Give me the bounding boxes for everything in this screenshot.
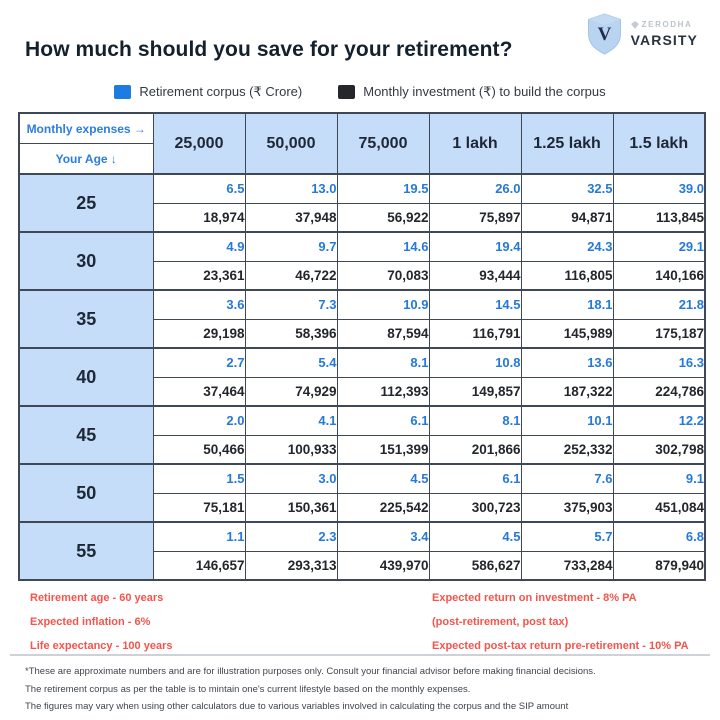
investment-value-cell: 58,396 — [245, 319, 337, 348]
corpus-value-cell: 10.1 — [521, 406, 613, 435]
corpus-value-cell: 3.0 — [245, 464, 337, 493]
investment-value-cell: 439,970 — [337, 551, 429, 580]
corpus-value-cell: 39.0 — [613, 174, 705, 203]
corpus-value-cell: 24.3 — [521, 232, 613, 261]
investment-legend-label: Monthly investment (₹) to build the corpus — [363, 84, 606, 99]
assumption-line: (post-retirement, post tax) — [432, 616, 569, 628]
footnote-line: The figures may vary when using other calculators due to various variables involved in calculating the corpus and the SIP amount — [25, 701, 569, 713]
age-row-corpus — [19, 406, 705, 435]
investment-value-cell: 46,722 — [245, 261, 337, 290]
investment-value-cell: 302,798 — [613, 435, 705, 464]
corpus-value-cell: 1.1 — [153, 522, 245, 551]
page-title: How much should you save for your retirement? — [25, 38, 513, 61]
footnote-line: The retirement corpus as per the table is to mintain one's current lifestyle based on the monthly expenses. — [25, 683, 471, 695]
footnotes — [25, 663, 695, 716]
corner-your-age-label: Your Age ↓ — [55, 151, 117, 166]
corpus-value-cell: 9.1 — [613, 464, 705, 493]
varsity-logo — [587, 13, 698, 55]
investment-value-cell: 451,084 — [613, 493, 705, 522]
corpus-value-cell: 14.5 — [429, 290, 521, 319]
investment-value-cell: 23,361 — [153, 261, 245, 290]
legend — [0, 84, 720, 100]
assumptions — [0, 592, 720, 652]
investment-value-cell: 56,922 — [337, 203, 429, 232]
investment-value-cell: 37,948 — [245, 203, 337, 232]
age-row-corpus — [19, 348, 705, 377]
svg-text:V: V — [597, 24, 612, 45]
column-header: 50,000 — [245, 113, 337, 174]
footer-divider — [10, 654, 710, 656]
investment-value-cell: 140,166 — [613, 261, 705, 290]
zerodha-kite-icon — [631, 21, 639, 29]
legend-item-corpus — [114, 84, 302, 100]
investment-value-cell: 37,464 — [153, 377, 245, 406]
corpus-value-cell: 19.4 — [429, 232, 521, 261]
investment-value-cell: 75,897 — [429, 203, 521, 232]
corpus-value-cell: 8.1 — [429, 406, 521, 435]
investment-value-cell: 100,933 — [245, 435, 337, 464]
age-row-corpus — [19, 464, 705, 493]
varsity-shield-icon — [587, 13, 622, 55]
corpus-value-cell: 10.9 — [337, 290, 429, 319]
investment-value-cell: 18,974 — [153, 203, 245, 232]
age-cell: 25 — [19, 174, 153, 232]
investment-swatch — [338, 85, 355, 99]
corpus-value-cell: 7.6 — [521, 464, 613, 493]
corner-monthly-expenses-label: Monthly expenses → — [20, 114, 153, 144]
corpus-value-cell: 18.1 — [521, 290, 613, 319]
zerodha-brand-label: ZERODHA — [641, 20, 693, 29]
investment-value-cell: 151,399 — [337, 435, 429, 464]
corpus-value-cell: 26.0 — [429, 174, 521, 203]
corpus-value-cell: 4.1 — [245, 406, 337, 435]
corpus-value-cell: 3.4 — [337, 522, 429, 551]
zerodha-brand — [631, 20, 698, 29]
corpus-value-cell: 12.2 — [613, 406, 705, 435]
corpus-value-cell: 4.5 — [337, 464, 429, 493]
investment-value-cell: 145,989 — [521, 319, 613, 348]
corpus-value-cell: 10.8 — [429, 348, 521, 377]
age-cell: 50 — [19, 464, 153, 522]
corner-cell — [19, 113, 153, 174]
table-header-row — [19, 113, 705, 174]
investment-value-cell: 201,866 — [429, 435, 521, 464]
corpus-value-cell: 16.3 — [613, 348, 705, 377]
column-header: 75,000 — [337, 113, 429, 174]
investment-value-cell: 146,657 — [153, 551, 245, 580]
investment-value-cell: 252,332 — [521, 435, 613, 464]
investment-value-cell: 225,542 — [337, 493, 429, 522]
legend-item-investment — [338, 84, 605, 100]
corpus-value-cell: 6.8 — [613, 522, 705, 551]
corpus-value-cell: 6.1 — [337, 406, 429, 435]
age-row-corpus — [19, 174, 705, 203]
investment-value-cell: 586,627 — [429, 551, 521, 580]
corpus-value-cell: 6.1 — [429, 464, 521, 493]
corpus-value-cell: 4.5 — [429, 522, 521, 551]
corpus-value-cell: 29.1 — [613, 232, 705, 261]
investment-value-cell: 70,083 — [337, 261, 429, 290]
investment-value-cell: 879,940 — [613, 551, 705, 580]
investment-value-cell: 375,903 — [521, 493, 613, 522]
assumption-line: Retirement age - 60 years — [30, 592, 164, 604]
age-cell: 35 — [19, 290, 153, 348]
assumption-line: Expected return on investment - 8% PA — [432, 592, 637, 604]
age-cell: 45 — [19, 406, 153, 464]
corpus-value-cell: 3.6 — [153, 290, 245, 319]
corpus-value-cell: 19.5 — [337, 174, 429, 203]
column-header: 1 lakh — [429, 113, 521, 174]
investment-value-cell: 116,791 — [429, 319, 521, 348]
age-row-corpus — [19, 232, 705, 261]
age-cell: 30 — [19, 232, 153, 290]
corpus-value-cell: 2.0 — [153, 406, 245, 435]
varsity-wordmark: VARSITY — [630, 32, 698, 48]
corpus-value-cell: 5.4 — [245, 348, 337, 377]
investment-value-cell: 150,361 — [245, 493, 337, 522]
assumption-line: Life expectancy - 100 years — [30, 640, 173, 652]
investment-value-cell: 94,871 — [521, 203, 613, 232]
corpus-value-cell: 2.7 — [153, 348, 245, 377]
investment-value-cell: 733,284 — [521, 551, 613, 580]
retirement-table — [18, 112, 706, 581]
footnote-line: *These are approximate numbers and are for illustration purposes only. Consult your financial advisor before making financial decisions. — [25, 666, 596, 677]
investment-value-cell: 224,786 — [613, 377, 705, 406]
investment-value-cell: 93,444 — [429, 261, 521, 290]
investment-value-cell: 116,805 — [521, 261, 613, 290]
investment-value-cell: 187,322 — [521, 377, 613, 406]
investment-value-cell: 300,723 — [429, 493, 521, 522]
column-header: 1.25 lakh — [521, 113, 613, 174]
corpus-value-cell: 8.1 — [337, 348, 429, 377]
age-row-corpus — [19, 522, 705, 551]
age-cell: 55 — [19, 522, 153, 580]
investment-value-cell: 149,857 — [429, 377, 521, 406]
corpus-value-cell: 5.7 — [521, 522, 613, 551]
logo-text — [631, 20, 698, 48]
corpus-value-cell: 1.5 — [153, 464, 245, 493]
corpus-value-cell: 13.0 — [245, 174, 337, 203]
investment-value-cell: 75,181 — [153, 493, 245, 522]
assumption-line: Expected inflation - 6% — [30, 616, 151, 628]
corpus-swatch — [114, 85, 131, 99]
corpus-value-cell: 4.9 — [153, 232, 245, 261]
investment-value-cell: 74,929 — [245, 377, 337, 406]
corpus-value-cell: 7.3 — [245, 290, 337, 319]
corpus-value-cell: 32.5 — [521, 174, 613, 203]
column-header: 1.5 lakh — [613, 113, 705, 174]
investment-value-cell: 112,393 — [337, 377, 429, 406]
age-row-corpus — [19, 290, 705, 319]
corpus-legend-label: Retirement corpus (₹ Crore) — [139, 84, 303, 99]
corpus-value-cell: 14.6 — [337, 232, 429, 261]
corpus-value-cell: 2.3 — [245, 522, 337, 551]
corpus-value-cell: 21.8 — [613, 290, 705, 319]
corpus-value-cell: 9.7 — [245, 232, 337, 261]
investment-value-cell: 29,198 — [153, 319, 245, 348]
investment-value-cell: 87,594 — [337, 319, 429, 348]
investment-value-cell: 50,466 — [153, 435, 245, 464]
age-cell: 40 — [19, 348, 153, 406]
corpus-value-cell: 13.6 — [521, 348, 613, 377]
corpus-value-cell: 6.5 — [153, 174, 245, 203]
column-header: 25,000 — [153, 113, 245, 174]
investment-value-cell: 113,845 — [613, 203, 705, 232]
investment-value-cell: 175,187 — [613, 319, 705, 348]
investment-value-cell: 293,313 — [245, 551, 337, 580]
assumption-line: Expected post-tax return pre-retirement - 10% PA — [432, 640, 689, 652]
